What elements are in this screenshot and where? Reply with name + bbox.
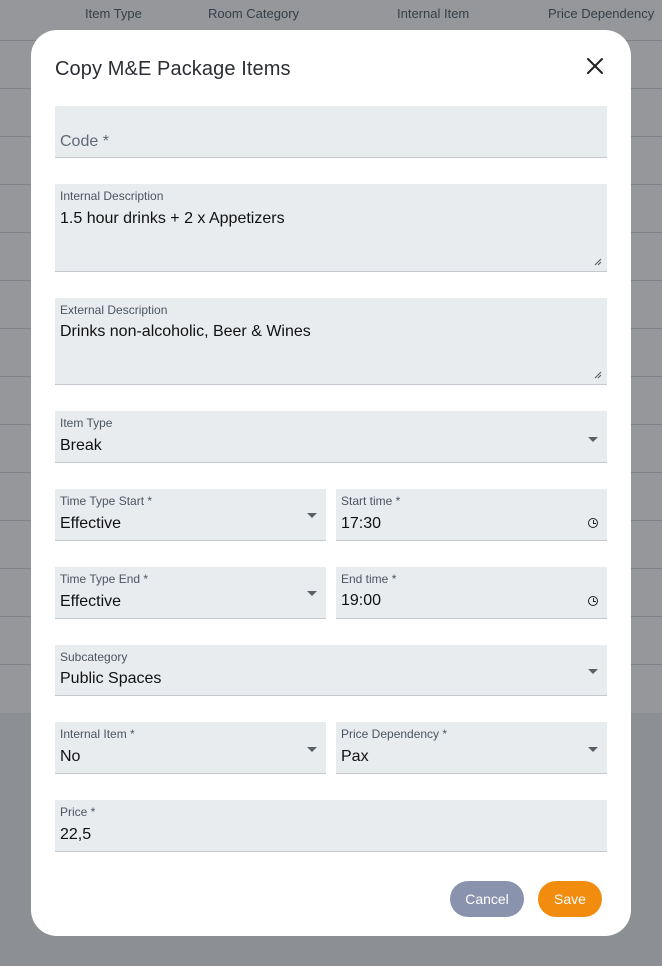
item-type-label: Item Type bbox=[60, 416, 113, 430]
clock-icon[interactable] bbox=[588, 596, 598, 606]
price-value: 22,5 bbox=[60, 826, 92, 843]
end-time-input[interactable] bbox=[336, 567, 607, 619]
column-header-price-dependency: Price Dependency bbox=[548, 6, 655, 21]
internal-item-value: No bbox=[60, 748, 81, 765]
start-time-label: Start time * bbox=[341, 494, 401, 508]
time-type-end-select[interactable] bbox=[55, 567, 326, 619]
close-button[interactable] bbox=[584, 55, 606, 77]
end-time-value: 19:00 bbox=[341, 592, 382, 609]
column-header-room-category: Room Category bbox=[208, 6, 300, 21]
external-description-field[interactable] bbox=[55, 298, 607, 385]
time-type-end-value: Effective bbox=[60, 593, 122, 610]
price-dependency-select[interactable] bbox=[336, 722, 607, 774]
end-time-label: End time * bbox=[341, 572, 397, 586]
subcategory-select[interactable] bbox=[55, 645, 607, 696]
column-header-item-type: Item Type bbox=[85, 6, 142, 21]
chevron-down-icon bbox=[307, 513, 317, 518]
price-input[interactable] bbox=[55, 800, 607, 852]
chevron-down-icon bbox=[588, 669, 598, 674]
internal-description-field[interactable] bbox=[55, 184, 607, 272]
time-type-end-label: Time Type End * bbox=[60, 572, 149, 586]
save-button[interactable]: Save bbox=[538, 881, 602, 917]
subcategory-value: Public Spaces bbox=[60, 670, 162, 687]
chevron-down-icon bbox=[588, 747, 598, 752]
item-type-select[interactable] bbox=[55, 411, 607, 463]
price-dependency-label: Price Dependency * bbox=[341, 727, 448, 741]
time-type-start-select[interactable] bbox=[55, 489, 326, 541]
external-description-label: External Description bbox=[60, 303, 168, 317]
code-label: Code * bbox=[60, 133, 109, 150]
column-header-internal-item: Internal Item bbox=[397, 6, 470, 21]
cancel-button[interactable]: Cancel bbox=[450, 881, 524, 917]
start-time-input[interactable] bbox=[336, 489, 607, 541]
item-type-value: Break bbox=[60, 437, 102, 454]
internal-item-label: Internal Item * bbox=[60, 727, 135, 741]
copy-package-items-dialog bbox=[31, 30, 631, 936]
dialog-title: Copy M&E Package Items bbox=[55, 58, 291, 80]
external-description-value: Drinks non-alcoholic, Beer & Wines bbox=[60, 323, 311, 340]
subcategory-label: Subcategory bbox=[60, 650, 128, 664]
close-icon bbox=[584, 55, 606, 77]
internal-item-select[interactable] bbox=[55, 722, 326, 774]
resize-handle-icon[interactable] bbox=[594, 258, 602, 266]
chevron-down-icon bbox=[307, 747, 317, 752]
internal-description-value: 1.5 hour drinks + 2 x Appetizers bbox=[60, 210, 285, 227]
chevron-down-icon bbox=[588, 437, 598, 442]
start-time-value: 17:30 bbox=[341, 515, 382, 532]
internal-description-label: Internal Description bbox=[60, 189, 164, 203]
time-type-start-label: Time Type Start * bbox=[60, 494, 153, 508]
chevron-down-icon bbox=[307, 591, 317, 596]
time-type-start-value: Effective bbox=[60, 515, 122, 532]
clock-icon[interactable] bbox=[588, 518, 598, 528]
code-field[interactable] bbox=[55, 106, 607, 158]
price-dependency-value: Pax bbox=[341, 748, 369, 765]
resize-handle-icon[interactable] bbox=[594, 371, 602, 379]
price-label: Price * bbox=[60, 805, 96, 819]
